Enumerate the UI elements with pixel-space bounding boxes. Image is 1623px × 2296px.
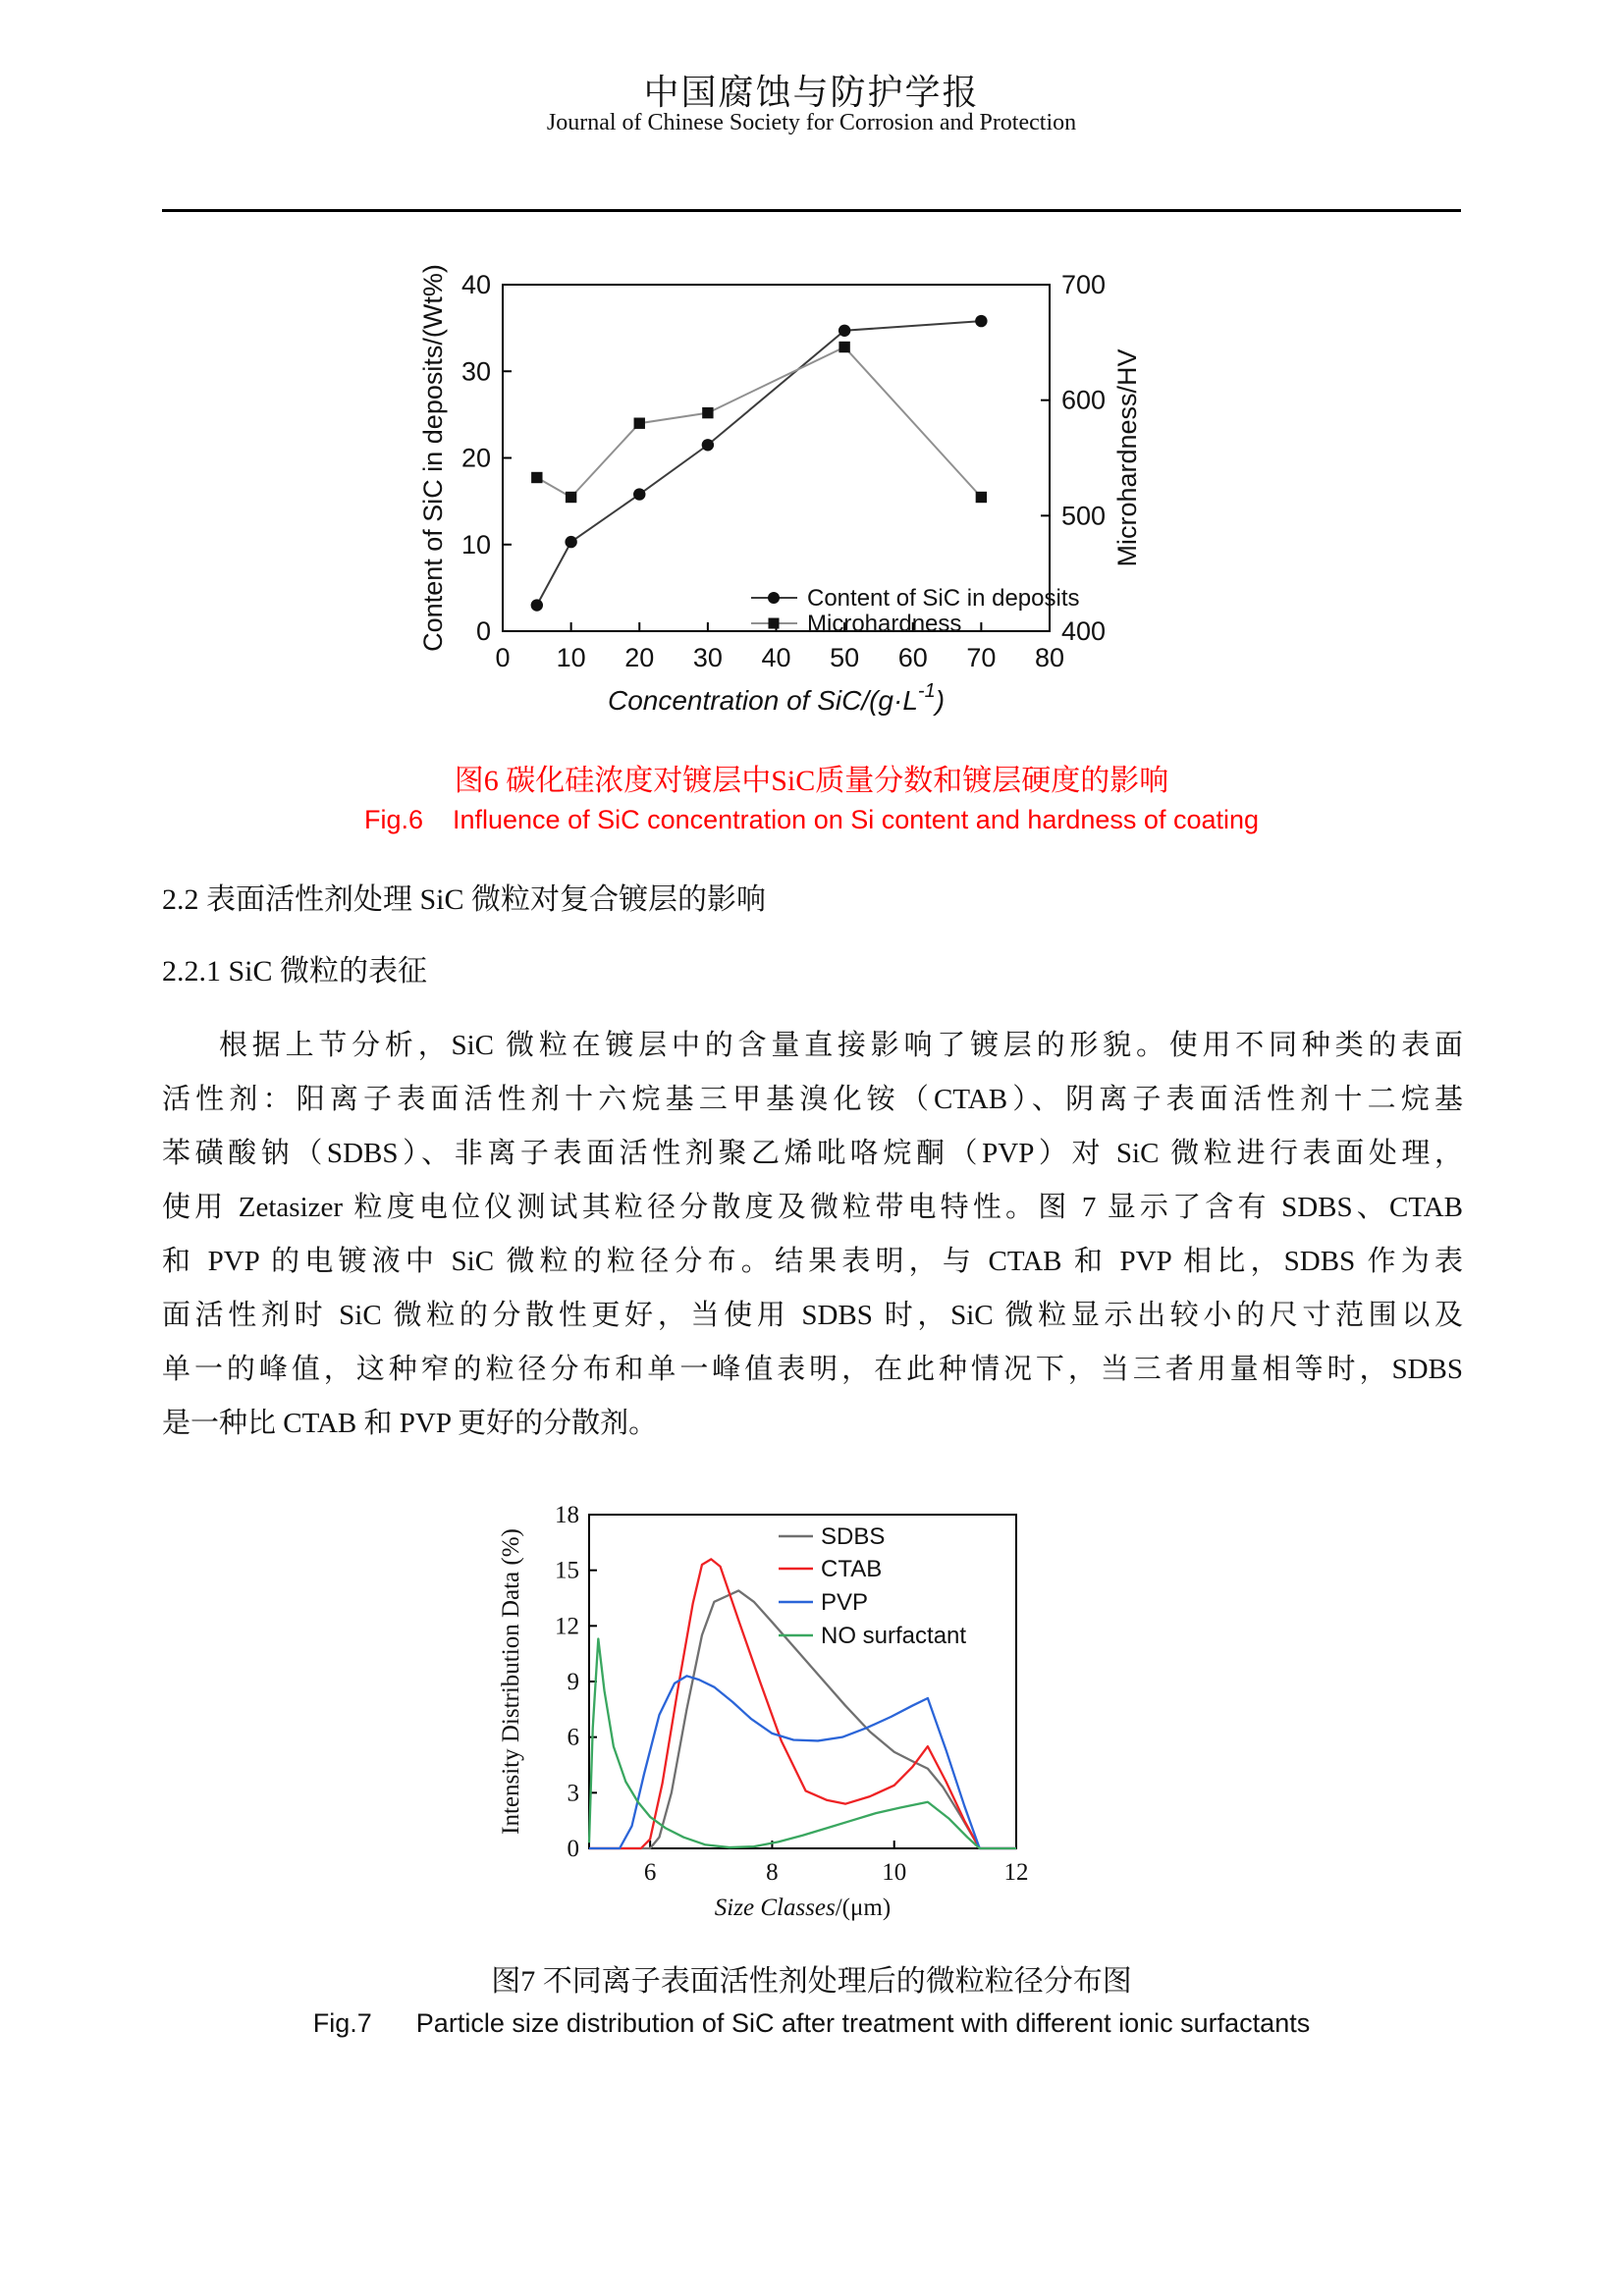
fig7-xlabel: Size Classes/(μm) — [714, 1895, 892, 1921]
fig6-ylabel-right: Microhardness/HV — [1112, 348, 1142, 567]
fig7-x-tick-label: 6 — [643, 1859, 657, 1886]
fig7-y-tick-label: 18 — [555, 1502, 579, 1528]
fig6-y-right-tick-label: 700 — [1061, 270, 1107, 299]
figure6-caption-zh: 图6 碳化硅浓度对镀层中SiC质量分数和镀层硬度的影响 — [454, 765, 1169, 797]
fig6-circle-marker — [975, 315, 987, 327]
fig6-x-tick-label: 20 — [624, 643, 655, 672]
fig6-circle-marker — [839, 325, 850, 337]
paragraph-line: 苯磺酸钠（SDBS）、非离子表面活性剂聚乙烯吡咯烷酮（PVP）对 SiC 微粒进行表面处理， — [162, 1138, 1463, 1169]
fig6-y-left-tick-label: 10 — [460, 529, 491, 560]
fig7-plot-frame — [589, 1515, 1016, 1848]
fig7-y-tick-label: 9 — [567, 1669, 579, 1695]
header-divider — [162, 209, 1461, 212]
figure6-chart — [375, 226, 1190, 717]
fig7-y-tick-label: 0 — [567, 1836, 579, 1862]
fig7-ylabel: Intensity Distribution Data (%) — [498, 1528, 524, 1835]
journal-title-en: Journal of Chinese Society for Corrosion and Protection — [546, 110, 1077, 135]
fig6-circle-marker — [531, 599, 543, 611]
fig7-legend-label: CTAB — [821, 1556, 883, 1582]
fig6-x-tick-label: 30 — [692, 643, 723, 672]
fig6-x-tick-label: 60 — [897, 643, 928, 672]
fig7-x-tick-label: 8 — [766, 1859, 779, 1886]
fig6-square-marker — [976, 492, 987, 503]
fig6-x-tick-label: 40 — [761, 643, 791, 672]
fig7-legend-label: SDBS — [821, 1523, 886, 1550]
fig6-xlabel: Concentration of SiC/$(g\cdot L^{-1})$ — [607, 680, 946, 716]
fig6-x-tick-label: 10 — [556, 643, 586, 672]
paragraph-line: 活性剂：阳离子表面活性剂十六烷基三甲基溴化铵（CTAB）、阴离子表面活性剂十二烷基 — [162, 1084, 1463, 1115]
paragraph-line: 使用 Zetasizer 粒度电位仪测试其粒径分散度及微粒带电特性。图 7 显示了含有 SDBS、CTAB — [162, 1192, 1463, 1223]
fig7-legend-label: PVP — [821, 1589, 869, 1616]
fig7-y-tick-label: 12 — [555, 1613, 579, 1640]
section-heading-2-2-1: 2.2.1 SiC 微粒的表征 — [162, 955, 428, 988]
fig6-y-left-tick-label: 40 — [460, 270, 491, 299]
paragraph-line: 面活性剂时 SiC 微粒的分散性更好，当使用 SDBS 时，SiC 微粒显示出较小的尺寸范围以及 — [162, 1300, 1463, 1331]
body-paragraph — [162, 1019, 1463, 1451]
paragraph-line: 和 PVP 的电镀液中 SiC 微粒的粒径分布。结果表明，与 CTAB 和 PVP 相比，SDBS 作为表 — [162, 1246, 1463, 1277]
figure7-caption-en: Fig.7 Particle size distribution of SiC after treatment with different ionic surfactants — [312, 2008, 1311, 2038]
fig7-legend-label: NO surfactant — [821, 1623, 967, 1649]
fig6-y-left-tick-label: 30 — [460, 356, 491, 387]
section-heading-2-2: 2.2 表面活性剂处理 SiC 微粒对复合镀层的影响 — [162, 883, 767, 916]
paragraph-line: 单一的峰值，这种窄的粒径分布和单一峰值表明，在此种情况下，当三者用量相等时，SDBS — [162, 1354, 1463, 1385]
fig6-x-tick-label: 50 — [830, 643, 860, 672]
fig6-legend-label: Microhardness — [807, 611, 962, 637]
fig6-legend-square-marker — [769, 618, 780, 629]
fig6-x-tick-label: 70 — [966, 643, 997, 672]
fig6-circle-marker — [633, 488, 645, 500]
fig6-y-right-tick-label: 600 — [1061, 385, 1107, 415]
figure7-caption-zh: 图7 不同离子表面活性剂处理后的微粒粒径分布图 — [491, 1965, 1132, 1998]
fig7-series-line-NO-surfactant — [589, 1639, 1016, 1848]
fig6-square-marker — [531, 472, 542, 483]
fig6-x-tick-label: 80 — [1034, 643, 1065, 672]
fig6-square-marker — [702, 407, 713, 418]
fig6-circle-marker — [565, 536, 576, 548]
fig6-plot-frame — [503, 285, 1050, 631]
fig6-x-tick-label: 0 — [495, 643, 511, 672]
paragraph-line: 根据上节分析，SiC 微粒在镀层中的含量直接影响了镀层的形貌。使用不同种类的表面 — [219, 1030, 1463, 1061]
fig7-y-tick-label: 6 — [567, 1724, 579, 1751]
fig6-square-marker — [634, 418, 645, 429]
figure7-chart — [471, 1502, 1139, 1963]
figure6-caption-en: Fig.6 Influence of SiC concentration on Si content and hardness of coating — [363, 805, 1260, 834]
fig6-y-left-tick-label: 0 — [475, 616, 491, 646]
fig6-y-right-tick-label: 400 — [1061, 616, 1107, 646]
fig6-ylabel-left: Content of SiC in deposits/(Wt%) — [418, 264, 448, 652]
journal-title-zh: 中国腐蚀与防护学报 — [643, 73, 980, 112]
paragraph-line: 是一种比 CTAB 和 PVP 更好的分散剂。 — [162, 1408, 658, 1439]
fig6-legend-label: Content of SiC in deposits — [807, 585, 1080, 612]
fig7-y-tick-label: 15 — [555, 1557, 579, 1584]
fig6-series-line-Microhardness — [537, 347, 982, 498]
fig6-square-marker — [566, 492, 576, 503]
fig7-x-tick-label: 10 — [882, 1859, 907, 1886]
fig6-y-right-tick-label: 500 — [1061, 501, 1107, 531]
fig7-x-tick-label: 12 — [1003, 1859, 1029, 1886]
fig6-square-marker — [839, 342, 849, 352]
fig6-y-left-tick-label: 20 — [460, 443, 491, 473]
fig6-legend-circle-marker — [768, 592, 780, 604]
fig6-circle-marker — [702, 439, 714, 451]
fig7-y-tick-label: 3 — [567, 1780, 579, 1807]
